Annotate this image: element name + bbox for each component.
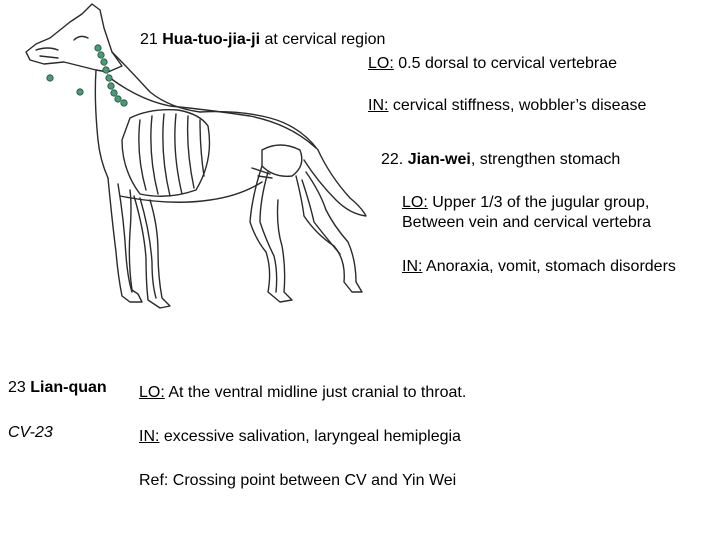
point23-lo-label: LO: [139, 384, 165, 401]
point21-heading [140, 30, 385, 50]
point21-location [368, 54, 617, 74]
acupoint-marker [47, 75, 53, 81]
point21-in-text: cervical stiffness, wobbler’s disease [392, 97, 647, 114]
point21-indication [368, 96, 646, 116]
point23-location [139, 383, 466, 403]
point23-code: CV-23 [8, 424, 53, 441]
point22-in-label: IN: [402, 258, 423, 275]
point22-name: Jian-wei [407, 151, 471, 168]
point22-location-line2 [402, 213, 651, 233]
point22-heading [381, 150, 620, 170]
point23-name: Lian-quan [30, 379, 107, 396]
point22-location-line1 [402, 193, 649, 213]
point22-in-text: Anoraxia, vomit, stomach disorders [426, 258, 676, 275]
point22-suffix: , strengthen stomach [470, 151, 621, 168]
acupoint-marker [77, 89, 83, 95]
point23-in-label: IN: [139, 428, 160, 445]
point22-lo-label: LO: [402, 194, 428, 211]
dog-hind-leg [250, 166, 292, 302]
point23-reference: Ref: Crossing point between CV and Yin Wei [139, 472, 457, 489]
point23-number: 23 [8, 379, 26, 396]
dog-head-outline [26, 4, 122, 72]
point23-indication [139, 427, 461, 447]
point22-lo-text-2: Between vein and cervical vertebra [402, 214, 652, 231]
point22-indication [402, 257, 676, 277]
point22-lo-text-1: Upper 1/3 of the jugular group, [432, 194, 650, 211]
point23-heading [8, 378, 107, 398]
point23-in-text: excessive salivation, laryngeal hemiplegia [163, 428, 461, 445]
point21-in-label: IN: [368, 97, 389, 114]
point23-lo-text: At the ventral midline just cranial to throat. [168, 384, 467, 401]
point21-lo-text: 0.5 dorsal to cervical vertebrae [398, 55, 618, 72]
point21-name: Hua-tuo-jia-ji [162, 31, 261, 48]
point21-lo-label: LO: [368, 55, 394, 72]
point21-suffix: at cervical region [264, 31, 386, 48]
point21-number: 21 [140, 31, 158, 48]
point22-number: 22. [381, 151, 404, 168]
